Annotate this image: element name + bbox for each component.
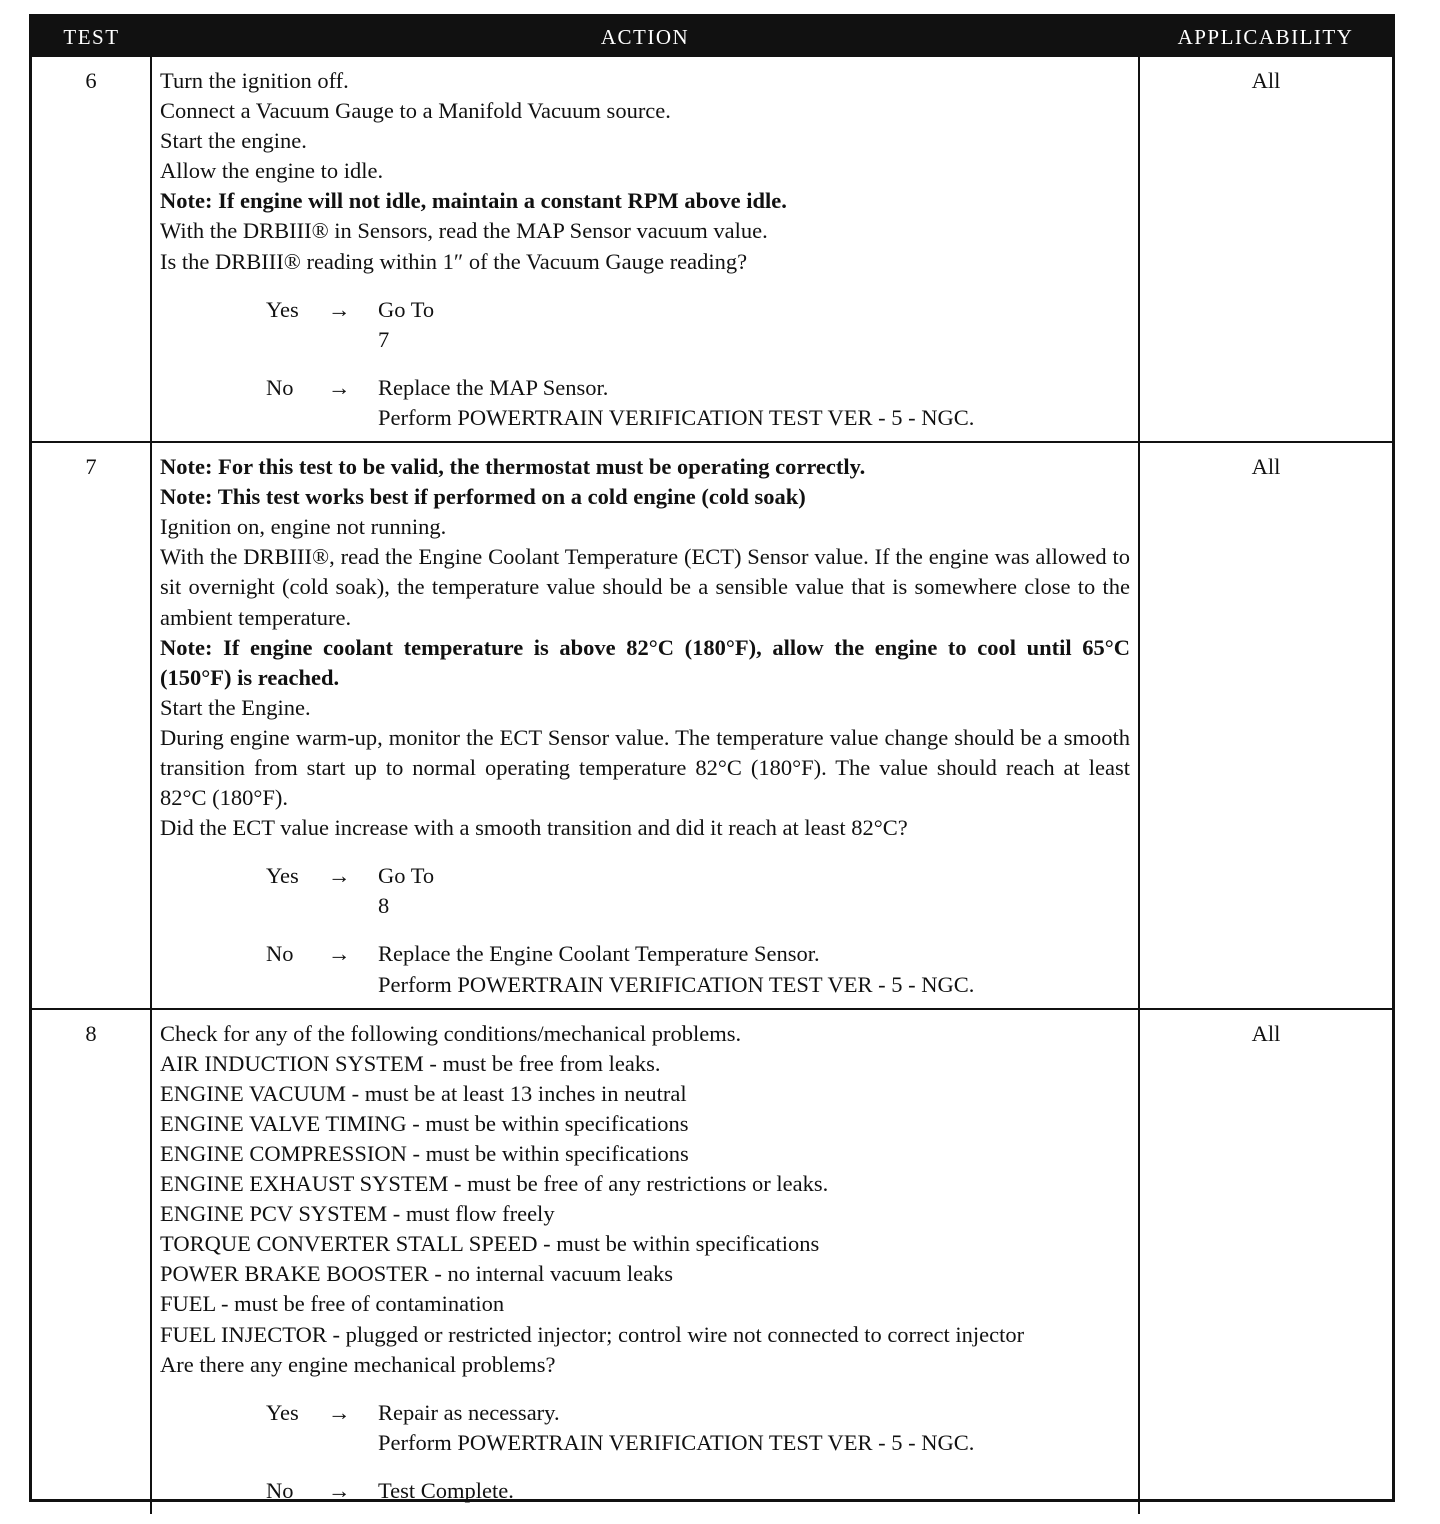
action-line: Start the engine. (160, 128, 307, 154)
action-question: Is the DRBIII® reading within 1″ of the Vacuum Gauge reading? (160, 248, 748, 274)
action-line: ENGINE COMPRESSION - must be within specifications (160, 1141, 689, 1166)
goto-label: Go To (378, 863, 435, 889)
yes-result (378, 295, 1130, 355)
applicability-cell: All (1139, 57, 1392, 442)
table-header-row (32, 17, 1392, 57)
diagnostic-table (32, 17, 1392, 1514)
header-applicability: APPLICABILITY (1139, 17, 1392, 57)
arrow-icon: → (328, 1399, 351, 1425)
no-outcome (266, 373, 1130, 433)
action-line: AIR INDUCTION SYSTEM - must be free from leaks. (160, 1050, 661, 1076)
action-line: ENGINE PCV SYSTEM - must flow freely (160, 1201, 555, 1227)
no-result-line: Replace the MAP Sensor. (378, 374, 609, 400)
no-result (378, 939, 1130, 999)
goto-target: 7 (378, 326, 390, 352)
arrow-icon: → (328, 863, 351, 889)
applicability-cell: All (1139, 1009, 1392, 1514)
action-note: Note: If engine coolant temperature is above 82°C (180°F), allow the engine to cool until 65°C (150°F) is reached. (160, 634, 1130, 690)
no-label: No (266, 374, 294, 400)
action-line: ENGINE VALVE TIMING - must be within specifications (160, 1110, 689, 1136)
no-label: No (266, 1477, 294, 1503)
action-cell (151, 57, 1139, 442)
goto-target: 8 (378, 893, 390, 919)
yes-result-line: Perform POWERTRAIN VERIFICATION TEST VER - 5 - NGC. (378, 1429, 975, 1455)
no-result-line: Perform POWERTRAIN VERIFICATION TEST VER - 5 - NGC. (378, 404, 975, 430)
arrow-icon: → (328, 296, 351, 322)
test-number: 8 (32, 1009, 151, 1514)
no-outcome (266, 939, 1130, 999)
yes-outcome (266, 1398, 1130, 1458)
table-row-test-8 (32, 1009, 1392, 1514)
no-result-line: Perform POWERTRAIN VERIFICATION TEST VER - 5 - NGC. (378, 971, 975, 997)
action-line: Allow the engine to idle. (160, 158, 384, 184)
yes-label: Yes (266, 296, 299, 322)
no-result-line: Test Complete. (378, 1477, 514, 1503)
action-cell (151, 1009, 1139, 1514)
action-cell (151, 442, 1139, 1009)
no-outcome (266, 1476, 1130, 1506)
no-result-line: Replace the Engine Coolant Temperature Sensor. (378, 941, 820, 967)
action-line: Ignition on, engine not running. (160, 514, 447, 540)
yes-outcome (266, 295, 1130, 355)
action-line: Connect a Vacuum Gauge to a Manifold Vacuum source. (160, 98, 671, 124)
action-line: FUEL INJECTOR - plugged or restricted injector; control wire not connected to correct injector (160, 1321, 1025, 1347)
action-line: With the DRBIII® in Sensors, read the MAP Sensor vacuum value. (160, 218, 768, 244)
arrow-icon: → (328, 941, 351, 967)
action-note: Note: If engine will not idle, maintain a constant RPM above idle. (160, 188, 787, 214)
yes-outcome (266, 861, 1130, 921)
no-result (378, 1476, 1130, 1506)
action-question: Did the ECT value increase with a smooth transition and did it reach at least 82°C? (160, 815, 908, 841)
action-line: ENGINE VACUUM - must be at least 13 inches in neutral (160, 1080, 687, 1106)
action-line: Start the Engine. (160, 694, 311, 720)
action-question: Are there any engine mechanical problems? (160, 1351, 556, 1377)
no-result (378, 373, 1130, 433)
arrow-icon: → (328, 374, 351, 400)
header-test: TEST (32, 17, 151, 57)
no-label: No (266, 941, 294, 967)
yes-label: Yes (266, 863, 299, 889)
table-row-test-6 (32, 57, 1392, 442)
yes-result (378, 861, 1130, 921)
action-line: ENGINE EXHAUST SYSTEM - must be free of any restrictions or leaks. (160, 1171, 829, 1197)
action-note: Note: For this test to be valid, the thermostat must be operating correctly. (160, 454, 866, 480)
arrow-icon: → (328, 1477, 351, 1503)
action-line: POWER BRAKE BOOSTER - no internal vacuum leaks (160, 1261, 674, 1287)
yes-label: Yes (266, 1399, 299, 1425)
goto-label: Go To (378, 296, 435, 322)
applicability-cell: All (1139, 442, 1392, 1009)
action-line: TORQUE CONVERTER STALL SPEED - must be within specifications (160, 1231, 820, 1257)
test-number: 7 (32, 442, 151, 1009)
action-line: With the DRBIII®, read the Engine Coolant Temperature (ECT) Sensor value. If the engine was allowed to sit overnight (cold soak), the temperature value should be a sensible value that is somewhere close to the ambient temperature. (160, 544, 1130, 630)
test-number: 6 (32, 57, 151, 442)
yes-result (378, 1398, 1130, 1458)
action-line: During engine warm-up, monitor the ECT Sensor value. The temperature value change should be a smooth transition from start up to normal operating temperature 82°C (180°F). The value should reach at least 82°C (180°F). (160, 724, 1130, 811)
table-row-test-7 (32, 442, 1392, 1009)
action-note: Note: This test works best if performed on a cold engine (cold soak) (160, 484, 806, 510)
action-line: Check for any of the following conditions/mechanical problems. (160, 1020, 742, 1046)
header-action: ACTION (151, 17, 1139, 57)
yes-result-line: Repair as necessary. (378, 1399, 560, 1425)
diagnostic-table-frame (29, 14, 1395, 1502)
action-line: FUEL - must be free of contamination (160, 1291, 505, 1317)
action-line: Turn the ignition off. (160, 68, 349, 93)
